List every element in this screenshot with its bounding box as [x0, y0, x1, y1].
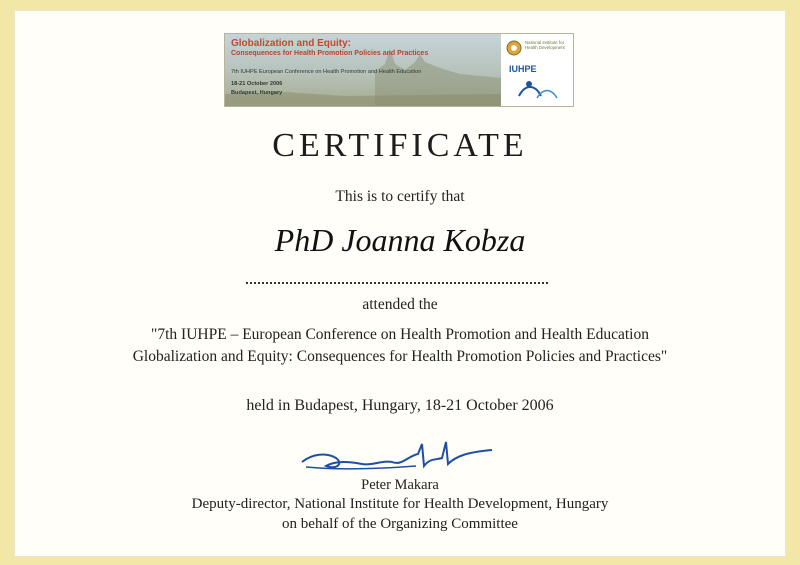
signature	[296, 436, 496, 476]
conference-line-2: Globalization and Equity: Consequences for Health Promotion Policies and Practices"	[132, 348, 668, 365]
banner-dates: 18-21 October 2006	[231, 81, 283, 87]
logo-panel	[501, 34, 573, 106]
banner-photo-panel	[225, 34, 501, 106]
institute-name: National Institute for Health Development	[525, 40, 565, 50]
conference-line-1: "7th IUHPE – European Conference on Health Promotion and Health Education	[151, 326, 649, 343]
iuhpe-figures-icon	[515, 78, 559, 100]
behalf-line: on behalf of the Organizing Committee	[282, 516, 518, 532]
certificate-heading: CERTIFICATE	[272, 127, 528, 164]
banner-title: Globalization and Equity:	[231, 38, 351, 49]
iuhpe-logo-text: IUHPE	[509, 64, 537, 74]
recipient-name-handwritten: PhD Joanna Kobza	[274, 222, 526, 258]
conference-banner	[224, 33, 574, 107]
banner-conference: 7th IUHPE European Conference on Health Promotion and Health Education	[231, 69, 422, 75]
held-line: held in Budapest, Hungary, 18-21 October 2006	[246, 397, 554, 414]
banner-subtitle: Consequences for Health Promotion Policies and Practices	[231, 50, 429, 57]
attended-line: attended the	[362, 296, 438, 313]
signer-name: Peter Makara	[361, 477, 439, 493]
institute-logo-icon	[506, 40, 522, 56]
certify-line: This is to certify that	[335, 188, 465, 205]
name-dotted-line	[246, 282, 548, 284]
banner-city: Budapest, Hungary	[231, 90, 283, 96]
signer-role: Deputy-director, National Institute for Health Development, Hungary	[191, 496, 609, 512]
